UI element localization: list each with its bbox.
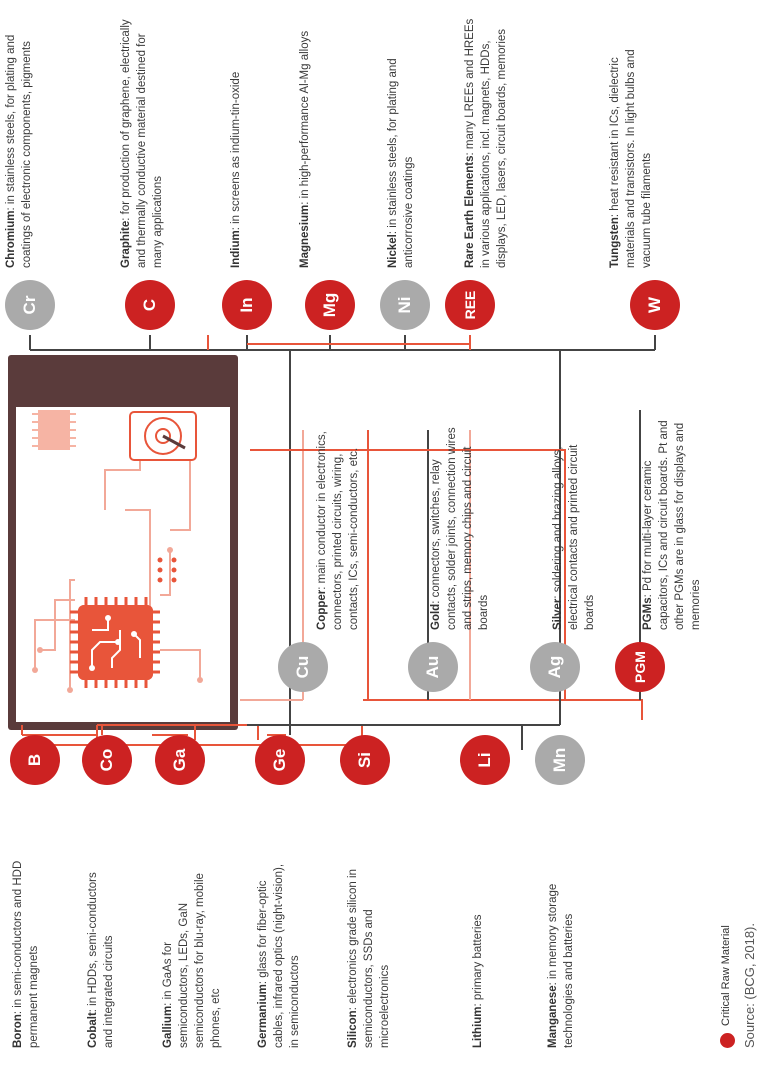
element-name: Gallium — [162, 1005, 174, 1048]
element-use-text: : glass for fiber-optic cables, infrared optics (night-vision), in semiconductors — [257, 863, 301, 1048]
element-use-text: : in stainless steels, for plating and coatings of electronic components, pigments — [5, 34, 33, 268]
element-badge-li: Li — [460, 735, 510, 785]
legend-label: Critical Raw Material — [720, 925, 732, 1026]
element-description-ga — [160, 858, 224, 1048]
element-badge-ge: Ge — [255, 735, 305, 785]
element-badge-ag: Ag — [530, 642, 580, 692]
element-name: Silver — [552, 598, 564, 630]
element-badge-b: B — [10, 735, 60, 785]
element-name: Graphite — [120, 220, 132, 268]
element-use-text: : in GaAs for semiconductors, LEDs, GaN semiconductors for blu-ray, mobile phones, etc — [162, 873, 222, 1048]
element-name: Boron — [12, 1014, 24, 1048]
element-badge-mn: Mn — [535, 735, 585, 785]
element-use-text: : in high-performance Al-Mg alloys — [299, 30, 311, 205]
element-description-c — [118, 13, 166, 268]
element-description-mn — [545, 858, 577, 1048]
element-name: Silicon — [347, 1010, 359, 1048]
element-description-pgm — [640, 415, 704, 630]
element-name: Lithium — [472, 1006, 484, 1048]
element-description-ag — [550, 415, 598, 630]
memory-chip-icon — [32, 410, 76, 450]
legend-critical-dot — [720, 1033, 735, 1048]
element-description-b — [10, 858, 42, 1048]
element-description-ge — [255, 858, 303, 1048]
element-description-co — [85, 858, 117, 1048]
element-badge-au: Au — [408, 642, 458, 692]
element-badge-ree: REE — [445, 280, 495, 330]
element-name: Cobalt — [87, 1012, 99, 1048]
element-use-text: : in HDDs, semi-conductors and integrated circuits — [87, 872, 115, 1048]
element-use-text: : in stainless steels, for plating and anticorrosive coatings — [387, 58, 415, 268]
element-name: Germanium — [257, 984, 269, 1048]
source-note: Source: (BCG, 2018). — [742, 923, 757, 1048]
element-badge-ga: Ga — [155, 735, 205, 785]
element-description-cu — [314, 420, 362, 630]
element-use-text: : Pd for multi-layer ceramic capacitors, ICs and circuit boards. Pt and other PGMs are in glass for displays and memories — [642, 420, 702, 630]
element-name: Gold — [430, 603, 442, 630]
element-description-cr — [3, 28, 35, 268]
element-description-w — [607, 13, 655, 268]
element-badge-co: Co — [82, 735, 132, 785]
element-use-text: : in memory storage technologies and batteries — [547, 883, 575, 1048]
element-badge-cu: Cu — [278, 642, 328, 692]
element-use-text: : main conductor in electronics, connectors, printed circuits, wiring, contacts, ICs, semi-conductors, etc. — [316, 431, 360, 630]
element-name: Rare Earth Elements — [464, 155, 476, 268]
element-use-text: : connectors, switches, relay contacts, solder joints, connection wires and strips, memory chips and circuit boards — [430, 427, 490, 630]
element-description-li — [470, 858, 486, 1048]
element-name: Tungsten — [609, 217, 621, 268]
element-use-text: : for production of graphene, electrically and thermally conductive material destined for many applications — [120, 19, 164, 268]
element-badge-pgm: PGM — [615, 642, 665, 692]
element-badge-c: C — [125, 280, 175, 330]
element-description-ree — [462, 13, 510, 268]
element-name: Magnesium — [299, 204, 311, 268]
element-badge-si: Si — [340, 735, 390, 785]
element-name: Copper — [316, 589, 328, 630]
element-use-text: : primary batteries — [472, 914, 484, 1007]
element-badge-ni: Ni — [380, 280, 430, 330]
element-badge-w: W — [630, 280, 680, 330]
element-use-text: : electronics grade silicon in semiconductors, SSDs and microelectronics — [347, 869, 391, 1048]
element-name: PGMs — [642, 597, 654, 630]
element-description-au — [428, 415, 492, 630]
element-badge-in: In — [222, 280, 272, 330]
element-description-mg — [297, 28, 313, 268]
element-use-text: : in screens as indium-tin-oxide — [230, 71, 242, 231]
element-description-ni — [385, 28, 417, 268]
element-badge-cr: Cr — [5, 280, 55, 330]
element-name: Indium — [230, 230, 242, 268]
element-description-in — [228, 28, 244, 268]
element-use-text: : heat resistant in ICs, dielectric materials and transistors. In light bulbs and vacuum tube filaments — [609, 49, 653, 268]
element-use-text: : soldering and brazing alloys, electrical contacts and printed circuit boards — [552, 444, 596, 630]
element-description-si — [345, 848, 393, 1048]
microchip-icon — [70, 597, 160, 688]
hard-drive-icon — [130, 412, 196, 460]
tablet-device-icon — [8, 355, 238, 730]
element-use-text: : many LREEs and HREEs in various applications, incl. magnets, HDDs, displays, LED, lasers, circuit boards, memories — [464, 18, 508, 268]
element-use-text: : in semi-conductors and HDD permanent magnets — [12, 860, 40, 1048]
element-name: Nickel — [387, 234, 399, 268]
element-name: Manganese — [547, 985, 559, 1048]
element-name: Chromium — [5, 210, 17, 268]
element-badge-mg: Mg — [305, 280, 355, 330]
